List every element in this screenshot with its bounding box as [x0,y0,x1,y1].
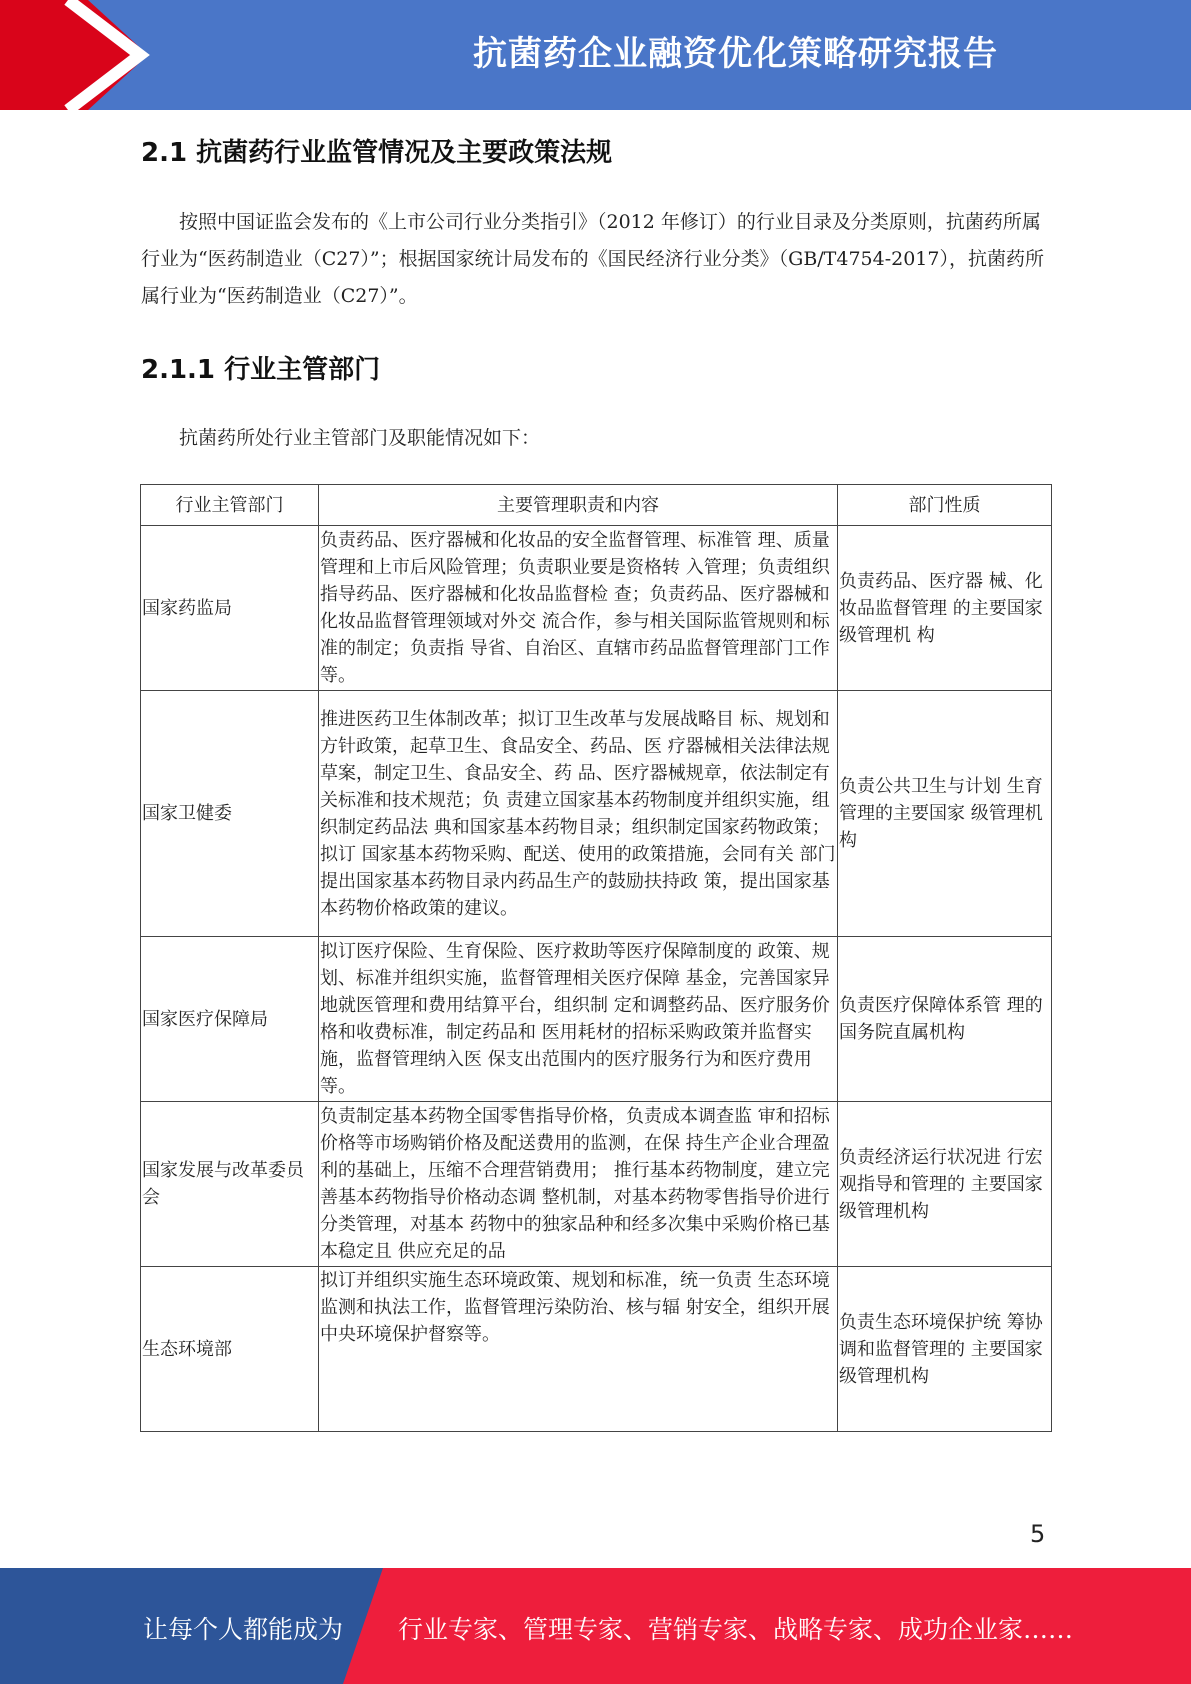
section-paragraph [141,204,1051,315]
page-header [0,0,1191,110]
duties-cell: 拟订医疗保险、生育保险、医疗救助等医疗保障制度的 政策、规划、标准并组织实施，监督管理相关医疗保障 基金，完善国家异地就医管理和费用结算平台，组织制 定和调整药品、医疗服务价格和收费标准，制定药品和 医用耗材的招标采购政策并监督实施，监督管理纳入医 保支出范围内的医疗服务行为和医疗费用等。 [319,937,838,1102]
duties-cell: 推进医药卫生体制改革；拟订卫生改革与发展战略目 标、规划和方针政策，起草卫生、食品安全、药品、医 疗器械相关法律法规草案，制定卫生、食品安全、药 品、医疗器械规章，依法制定有关标准和技术规范；负 责建立国家基本药物制度并组织实施，组织制定药品法 典和国家基本药物目录；组织制定国家药物政策；拟订 国家基本药物采购、配送、使用的政策措施，会同有关 部门提出国家基本药物目录内药品生产的鼓励扶持政 策，提出国家基本药物价格政策的建议。 [319,691,838,937]
table-row [141,937,1052,1102]
table-row [141,1267,1052,1432]
duties-cell [319,1102,838,1267]
duties-cell: 负责药品、医疗器械和化妆品的安全监督管理、标准管 理、质量管理和上市后风险管理；负责职业要是资格转 入管理；负责组织指导药品、医疗器械和化妆品监督检 查；负责药品、医疗器械和化妆品监督管理领域对外交 流合作，参与相关国际监管规则和标准的制定；负责指 导省、自治区、直辖市药品监督管理部门工作等。 [319,526,838,691]
footer-slogan-right: 行业专家、管理专家、营销专家、战略专家、成功企业家…… [398,1615,1074,1644]
subsection-heading: 2.1.1 行业主管部门 [141,355,381,385]
dept-cell: 国家发展与改革委员会 [141,1102,319,1267]
column-header-nature: 部门性质 [838,485,1052,526]
nature-cell: 负责经济运行状况进 行宏观指导和管理的 主要国家级管理机构 [838,1102,1052,1267]
table-row [141,1102,1052,1267]
duties-cell-text: 负责制定基本药物全国零售指导价格，负责成本调查监 审和招标价格等市场购销价格及配送费用的监测，在保 持生产企业合理盈利的基础上，压缩不合理营销费用； 推行基本药物制度，建立完善基本药物指导价格动态调 整机制，对基本药物零售指导价进行分类管理，对基本 药物中的独家品种和经多次集中采购价格已基本稳定且 供应充足的品 [320,1106,830,1262]
page-footer [0,1568,1191,1684]
table-row [141,691,1052,937]
nature-cell: 负责医疗保障体系管 理的国务院直属机构 [838,937,1052,1102]
nature-cell: 负责生态环境保护统 筹协调和监督管理的 主要国家级管理机构 [838,1267,1052,1432]
page-number: 5 [1030,1520,1046,1548]
table-row [141,526,1052,691]
column-header-duties: 主要管理职责和内容 [319,485,838,526]
subsection-intro [141,420,1051,457]
department-table [140,484,1052,1432]
duties-cell: 拟订并组织实施生态环境政策、规划和标准，统一负责 生态环境监测和执法工作，监督管理污染防治、核与辐 射安全，组织开展中央环境保护督察等。 [319,1267,838,1432]
header-title: 抗菌药企业融资优化策略研究报告 [473,34,998,74]
section-paragraph-text: 按照中国证监会发布的《上市公司行业分类指引》（2012 年修订）的行业目录及分类原则，抗菌药所属行业为“医药制造业（C27）”；根据国家统计局发布的《国民经济行业分类》（GB/T4754-2017），抗菌药所属行业为“医药制造业（C27）”。 [141,211,1044,307]
column-header-dept: 行业主管部门 [141,485,319,526]
subsection-intro-text: 抗菌药所处行业主管部门及职能情况如下： [179,427,541,449]
nature-cell: 负责药品、医疗器 械、化妆品监督管理 的主要国家级管理机 构 [838,526,1052,691]
table-header-row [141,485,1052,526]
dept-cell: 国家医疗保障局 [141,937,319,1102]
header-arrow-graphic [0,0,300,110]
dept-cell: 生态环境部 [141,1267,319,1432]
nature-cell: 负责公共卫生与计划 生育管理的主要国家 级管理机构 [838,691,1052,937]
dept-cell: 国家药监局 [141,526,319,691]
footer-slogan-left: 让每个人都能成为 [143,1615,344,1644]
section-heading: 2.1 抗菌药行业监管情况及主要政策法规 [141,138,613,168]
dept-cell: 国家卫健委 [141,691,319,937]
